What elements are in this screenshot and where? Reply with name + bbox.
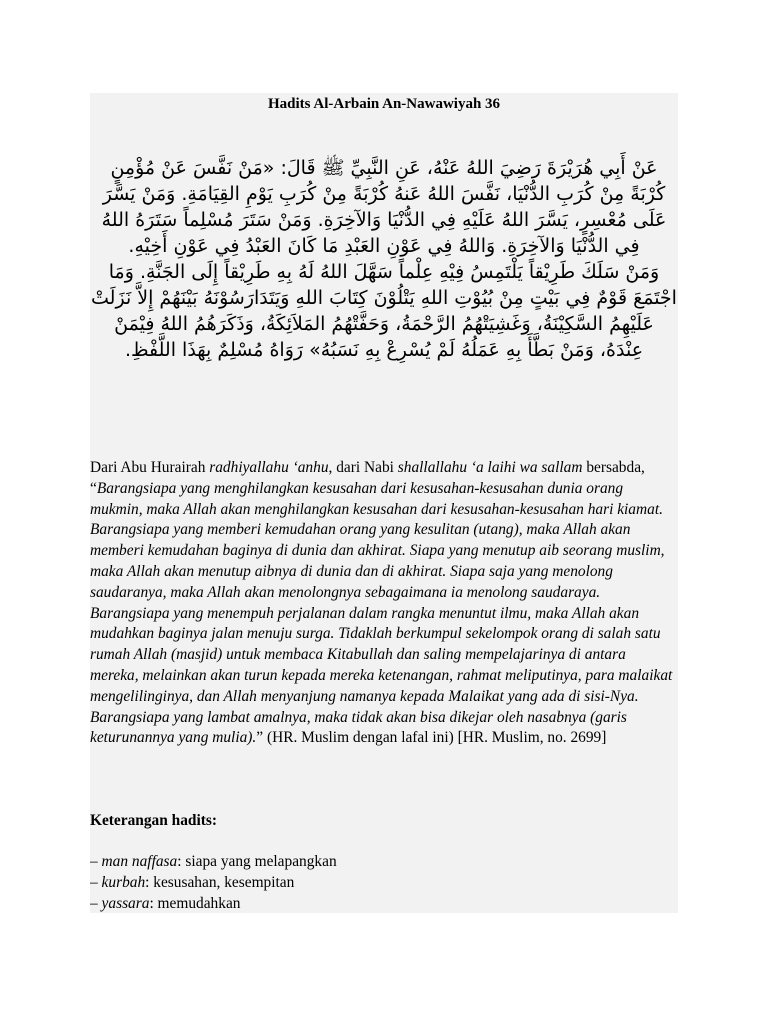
- glossary-term: kurbah: [101, 873, 146, 891]
- document-page: [90, 93, 678, 913]
- arabic-hadith-text: [90, 155, 678, 363]
- translation-paragraph: [90, 458, 678, 749]
- hadith-quote: Barangsiapa yang menghilangkan kesusahan dari kesusahan-kesusahan dunia orang mukmin, maka Allah akan menghilangkan kesusahan dari kesusahan-kesusahan hari kiamat. Barangsiapa yang memberi kemudahan orang yang kesulitan (utang), maka Allah akan memberi kemudahan baginya di dunia dan akhirat. Siapa yang menutup aib seorang muslim, maka Allah akan menutup aibnya di dunia dan di akhirat. Siapa saja yang menolong saudaranya, maka Allah akan menolongnya sebagaimana ia menolong saudaraya. Barangsiapa yang menempuh perjalanan dalam rangka menuntut ilmu, maka Allah akan mudahkan baginya jalan menuju surga. Tidaklah berkumpul sekelompok orang di salah satu rumah Allah (masjid) untuk membaca Kitabullah dan saling mempelajarinya di antara mereka, melainkan akan turun kepada mereka ketenangan, rahmat meliputinya, para malaikat mengelilinginya, dan Allah menyanjung namanya kepada Malaikat yang ada di sisi-Nya. Barangsiapa yang lambat amalnya, maka tidak akan bisa dikejar oleh nasabnya (garis keturunannya yang mulia).: [90, 479, 673, 747]
- shallallahu-phrase: shallallahu ‘a laihi wa sallam: [397, 459, 583, 476]
- translation-text: [90, 458, 678, 749]
- radhiyallahu-phrase: radhiyallahu ‘anhu: [209, 459, 329, 476]
- glossary-definition: : kesusahan, kesempitan: [145, 873, 295, 891]
- glossary-dash: –: [90, 873, 102, 891]
- translation-mid: , dari Nabi: [328, 459, 398, 476]
- glossary-dash: –: [90, 894, 102, 912]
- glossary-item: [90, 873, 678, 894]
- glossary-term: yassara: [101, 894, 150, 912]
- arabic-paragraph-2: وَمَنْ سَلَكَ طَرِيْقاً يَلْتَمِسُ فِيْهِ عِلْماً سَهَّلَ اللهُ لَهُ بِهِ طَرِيْقاً إِلَى الجَنَّةِ. وَمَا اجْتَمَعَ قَوْمٌ فِي بَيْتٍ مِنْ بُيُوْتِ اللهِ يَتْلُوْنَ كِتَابَ اللهِ وَيَتَدَارَسُوْنَهُ بَيْنَهُمْ إِلاَّ نَزَلَتْ عَلَيْهِمُ السَّكِيْنَةُ، وَغَشِيَتْهُمُ الرَّحْمَةُ، وَحَفَّتْهُمُ المَلاَئِكَةُ، وَذَكَرَهُمُ اللهُ فِيْمَنْ عِنْدَهُ، وَمَنْ بَطَّأَ بِهِ عَمَلُهُ لَمْ يُسْرِعْ بِهِ نَسَبُهُ» رَوَاهُ مُسْلِمٌ بِهَذَا اللَّفْظِ.: [91, 261, 677, 361]
- glossary-item: [90, 852, 678, 873]
- bersabda-text: bersabda, “: [90, 459, 645, 497]
- glossary-definition: : siapa yang melapangkan: [177, 853, 337, 870]
- glossary-term: man naffasa: [101, 853, 178, 870]
- arabic-paragraph-1: عَنْ أَبِي هُرَيْرَةَ رَضِيَ اللهُ عَنْهُ، عَنِ النَّبِيِّ ﷺ قَالَ: «مَنْ نَفَّسَ عَنْ مُؤْمِنٍ كُرْبَةً مِنْ كُرَبِ الدُّنْيَا، نَفَّسَ اللهُ عَنهُ كُرْبَةً مِنْ كُرَبِ يَوْمِ القِيَامَةِ. وَمَنْ يَسَّرَ عَلَى مُعْسِرٍ، يَسَّرَ اللهُ عَلَيْهِ فِي الدُّنْيَا وَالآخِرَةِ. وَمَنْ سَتَرَ مُسْلِماً سَتَرَهُ اللهُ فِي الدُّنْيَا وَالآخِرَةِ. وَاللهُ فِي عَوْنِ العَبْدِ مَا كَانَ العَبْدُ فِي عَوْنِ أَخِيْهِ.: [101, 157, 667, 257]
- hadith-reference: ” (HR. Muslim dengan lafal ini) [HR. Muslim, no. 2699]: [256, 729, 607, 747]
- keterangan-heading: Keterangan hadits:: [90, 812, 217, 829]
- translation-intro: Dari Abu Hurairah: [90, 459, 210, 476]
- glossary-dash: –: [90, 853, 102, 870]
- glossary-list: [90, 852, 678, 913]
- glossary-definition: : memudahkan: [149, 894, 241, 912]
- glossary-item: [90, 894, 678, 913]
- document-title: Hadits Al-Arbain An-Nawawiyah 36: [267, 96, 501, 112]
